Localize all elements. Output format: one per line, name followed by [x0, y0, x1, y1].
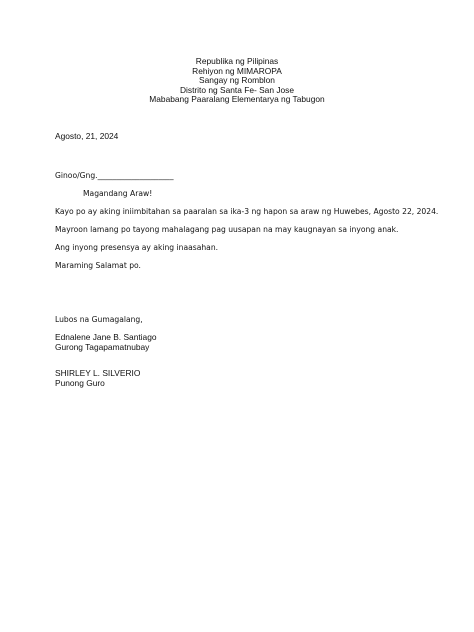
letterhead-line-division: Sangay ng Romblon: [199, 75, 275, 86]
signatory-principal-title: Punong Guro: [55, 378, 105, 388]
signatory-teacher-title: Gurong Tagapamatnubay: [55, 342, 150, 352]
greeting: Magandang Araw!: [83, 189, 153, 198]
letterhead-line-republic: Republika ng Pilipinas: [195, 56, 279, 66]
letterhead: [0, 57, 474, 105]
letter-date: Agosto, 21, 2024: [55, 131, 119, 141]
letterhead-line-district: Distrito ng Santa Fe- San Jose: [179, 84, 295, 95]
signatory-principal-name: SHIRLEY L. SILVERIO: [55, 368, 141, 378]
signatory-teacher-name: Ednalene Jane B. Santiago: [55, 332, 157, 342]
body-paragraph-presence: Ang inyong presensya ay aking inaasahan.: [55, 243, 219, 252]
body-paragraph-thanks: Maraming Salamat po.: [55, 261, 141, 270]
letterhead-line-region: Rehiyon ng MIMAROPA: [192, 65, 282, 76]
body-paragraph-invitation: Kayo po ay aking iniimbitahan sa paaralan sa ika-3 ng hapon sa araw ng Huwebes, Agosto 22, 2024.: [55, 207, 439, 216]
salutation: Ginoo/Gng.____________________: [55, 171, 174, 180]
body-paragraph-purpose: Mayroon lamang po tayong mahalagang pag uusapan na may kaugnayan sa inyong anak.: [55, 225, 399, 234]
letterhead-line-school: Mababang Paaralang Elementarya ng Tabugon: [149, 94, 325, 105]
closing: Lubos na Gumagalang,: [55, 315, 143, 324]
